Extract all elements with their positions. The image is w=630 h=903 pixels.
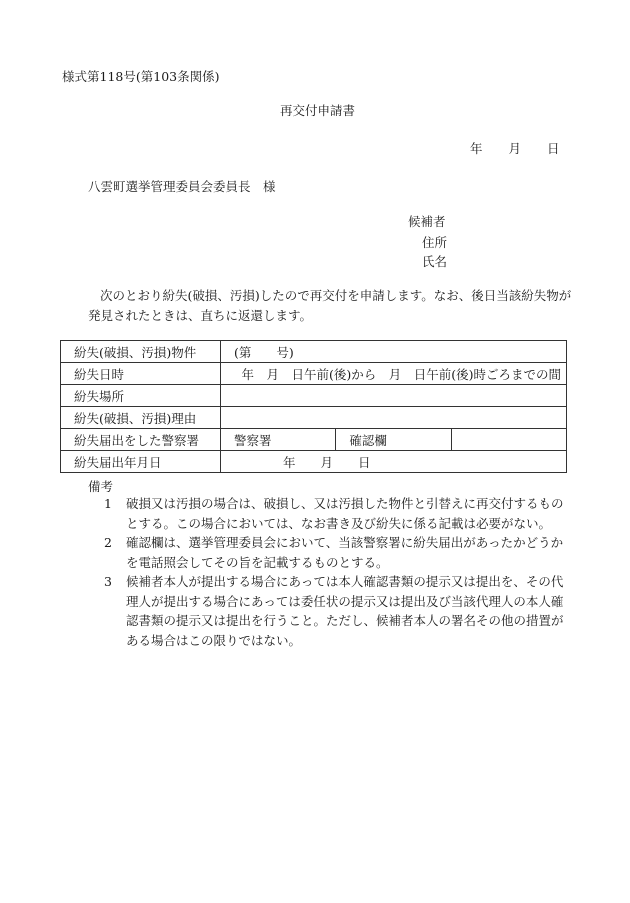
row-value: [221, 407, 567, 429]
note-text: 破損又は汚損の場合は、破損し、又は汚損した物件と引替えに再交付するものとする。この場合においては、なお書き及び紛失に係る記載は必要がない。: [126, 496, 564, 531]
row-label: 紛失場所: [61, 385, 221, 407]
table-row: [61, 407, 567, 429]
row-label: 紛失(破損、汚損)物件: [61, 341, 221, 363]
row-value: (第 号): [221, 341, 567, 363]
table-row: [61, 451, 567, 473]
date-line: [470, 139, 560, 157]
info-table: [60, 340, 567, 473]
note-item: [104, 572, 574, 650]
table-row: [61, 385, 567, 407]
note-item: [104, 533, 574, 572]
candidate-label: 候補者: [408, 214, 446, 229]
note-number: 1: [104, 496, 112, 511]
date-year: 年: [470, 141, 483, 156]
table-row: [61, 341, 567, 363]
row-label: 紛失届出をした警察署: [61, 429, 221, 451]
row-value: 年 月 日午前(後)から 月 日午前(後)時ごろまでの間: [221, 363, 567, 385]
body-text: 次のとおり紛失(破損、汚損)したので再交付を申請します。なお、後日当該紛失物が発見されたときは、直ちに返還します。: [88, 288, 572, 323]
row-value: 年 月 日: [221, 451, 567, 473]
row-value: [221, 385, 567, 407]
address-label: 住所: [422, 235, 448, 250]
name-label: 氏名: [422, 254, 448, 269]
row-label: 紛失日時: [61, 363, 221, 385]
document-title: 再交付申請書: [280, 103, 356, 118]
row-label: 紛失(破損、汚損)理由: [61, 407, 221, 429]
row-label: 紛失届出年月日: [61, 451, 221, 473]
table-row: [61, 429, 567, 451]
note-item: [104, 494, 574, 533]
date-day: 日: [547, 141, 560, 156]
table-row: [61, 363, 567, 385]
confirm-value: [451, 429, 566, 451]
note-number: 3: [104, 574, 112, 589]
note-text: 確認欄は、選挙管理委員会において、当該警察署に紛失届出があったかどうかを電話照会してその旨を記載するものとする。: [126, 535, 564, 570]
date-month: 月: [508, 141, 522, 156]
note-number: 2: [104, 535, 112, 550]
notes-heading: 備考: [88, 479, 114, 494]
form-number: 様式第118号(第103条関係): [62, 69, 220, 84]
note-text: 候補者本人が提出する場合にあっては本人確認書類の提示又は提出を、その代理人が提出する場合にあっては委任状の提示又は提出及び当該代理人の本人確認書類の提示又は提出を行うこと。ただし、候補者本人の署名その他の措置がある場合はこの限りではない。: [126, 574, 564, 648]
addressee: 八雲町選挙管理委員会委員長 様: [88, 179, 276, 194]
confirm-label: 確認欄: [336, 429, 451, 451]
row-value: 警察署: [221, 429, 336, 451]
